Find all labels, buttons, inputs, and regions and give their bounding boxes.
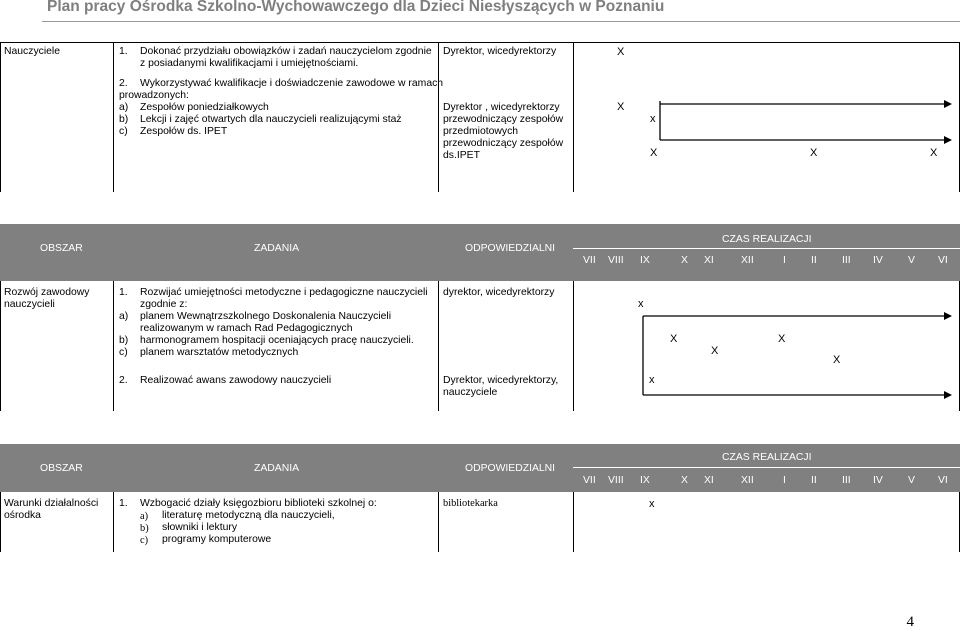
page-number: 4 (906, 614, 914, 630)
subitem-text: planem Wewnątrzszkolnego Doskonalenia Nauczycieli (140, 311, 392, 322)
responsible-line: nauczyciele (443, 387, 498, 398)
table-header (0, 224, 960, 281)
timeline-mark: X (670, 333, 678, 345)
task-text-line: Rozwijać umiejętności metodyczne i pedagogiczne nauczycieli (140, 287, 428, 298)
subitem-letter: b) (140, 523, 149, 534)
header-responsible: ODPOWIEDZIALNI (465, 243, 556, 254)
subitem-text: realizowanym w ramach Rad Pedagogicznych (140, 323, 353, 334)
month-label: III (842, 475, 851, 486)
task-text-line: z posiadanymi kwalifikacjami i umiejętnościami. (140, 58, 359, 69)
month-label: XI (704, 255, 714, 266)
timeline-mark: X (650, 147, 658, 159)
timeline-mark: X (930, 147, 938, 159)
month-label: VII (583, 255, 596, 266)
subitem-text: harmonogramem hospitacji oceniających pracę nauczycieli. (140, 335, 414, 346)
header-responsible: ODPOWIEDZIALNI (465, 463, 556, 474)
task-text: Realizować awans zawodowy nauczycieli (140, 375, 332, 386)
area-label: Nauczyciele (4, 46, 61, 57)
month-label: XII (741, 475, 754, 486)
month-label: XI (704, 475, 714, 486)
header-time: CZAS REALIZACJI (722, 452, 812, 463)
rule (113, 492, 114, 552)
task-number: 1. (119, 46, 128, 57)
responsible-text: bibliotekarka (443, 498, 498, 509)
month-label: XII (741, 255, 754, 266)
timeline-mark: X (778, 333, 786, 345)
month-label: II (811, 475, 817, 486)
month-label: I (783, 475, 786, 486)
table-header (0, 444, 960, 492)
month-label: X (681, 475, 688, 486)
rule (573, 492, 574, 552)
task-number: 2. (119, 375, 128, 386)
rule (438, 492, 439, 552)
subitem-letter: c) (140, 535, 149, 546)
subitem-letter: c) (119, 126, 128, 137)
subitem-text: Lekcji i zajęć otwartych dla nauczycieli realizującymi staż (140, 114, 402, 125)
timeline-mark: X (617, 46, 625, 58)
arrow-head (944, 391, 952, 399)
subitem-text: słowniki i lektury (162, 522, 238, 533)
task-number: 1. (119, 287, 128, 298)
month-label: III (842, 255, 851, 266)
month-label: II (811, 255, 817, 266)
subitem-letter: a) (140, 511, 149, 522)
page-title: Plan pracy Ośrodka Szkolno-Wychowawczego dla Dzieci Niesłyszących w Poznaniu (47, 0, 665, 15)
responsible-text: Dyrektor, wicedyrektorzy (443, 46, 557, 57)
task-text-line: Wykorzystywać kwalifikacje i doświadczenie zawodowe w ramach (140, 78, 444, 89)
task-text: Wzbogacić działy księgozbioru biblioteki szkolnej o: (140, 498, 377, 509)
rule (573, 467, 960, 468)
month-label: X (681, 255, 688, 266)
task-number: 1. (119, 498, 128, 509)
subitem-text: Zespołów ds. IPET (140, 126, 228, 137)
responsible-line: przewodniczący zespołów (443, 114, 564, 125)
task-text-line: prowadzonych: (119, 90, 189, 101)
responsible-line: Dyrektor, wicedyrektorzy, (443, 375, 559, 386)
task-number: 2. (119, 78, 128, 89)
subitem-letter: a) (119, 102, 129, 113)
subitem-letter: b) (119, 114, 129, 125)
subitem-letter: b) (119, 335, 129, 346)
subitem-text: programy komputerowe (162, 534, 272, 545)
task-text-line: Dokonać przydziału obowiązków i zadań nauczycielom zgodnie (140, 46, 432, 57)
responsible-line: ds.IPET (443, 150, 480, 161)
responsible-line: przewodniczący zespołów (443, 138, 564, 149)
subitem-letter: c) (119, 347, 128, 358)
month-label: VII (583, 475, 596, 486)
subitem-text: planem warsztatów metodycznych (140, 347, 299, 358)
month-label: IV (873, 255, 883, 266)
timeline-mark: X (810, 147, 818, 159)
month-label: IX (640, 475, 650, 486)
timeline-arrows (0, 300, 960, 420)
header-tasks: ZADANIA (254, 243, 300, 254)
month-label: I (783, 255, 786, 266)
arrow-head (944, 312, 952, 320)
month-label: V (908, 475, 915, 486)
subitem-text: literaturę metodyczną dla nauczycieli, (162, 510, 335, 521)
timeline-mark: x (649, 498, 655, 510)
responsible-line: Dyrektor , wicedyrektorzy (443, 102, 560, 113)
month-label: VIII (608, 475, 624, 486)
arrow-head (944, 100, 952, 108)
responsible-line: przedmiotowych (443, 126, 519, 137)
month-label: V (908, 255, 915, 266)
header-time: CZAS REALIZACJI (722, 234, 812, 245)
month-label: VI (938, 475, 948, 486)
month-label: IV (873, 475, 883, 486)
timeline-mark: x (638, 298, 644, 310)
area-label-line: Rozwój zawodowy (4, 287, 90, 298)
month-label: VIII (608, 255, 624, 266)
header-tasks: ZADANIA (254, 463, 300, 474)
timeline-arrows (0, 0, 960, 200)
area-label-line: ośrodka (4, 510, 41, 521)
responsible-text: dyrektor, wicedyrektorzy (443, 287, 555, 298)
area-label-line: Warunki działalności (4, 498, 99, 509)
subitem-letter: a) (119, 311, 129, 322)
timeline-mark: X (617, 101, 625, 113)
header-area: OBSZAR (40, 243, 83, 254)
area-label-line: nauczycieli (4, 299, 55, 310)
rule (0, 492, 1, 552)
timeline-mark: X (833, 354, 841, 366)
timeline-mark: x (649, 374, 655, 386)
task-text-line: zgodnie z: (140, 299, 188, 310)
timeline-mark: X (711, 345, 719, 357)
subitem-text: Zespołów poniedziałkowych (140, 102, 269, 113)
header-area: OBSZAR (40, 463, 83, 474)
arrow-head (944, 136, 952, 144)
timeline-mark: x (650, 113, 656, 125)
month-label: IX (640, 255, 650, 266)
rule (573, 248, 960, 249)
month-label: VI (938, 255, 948, 266)
